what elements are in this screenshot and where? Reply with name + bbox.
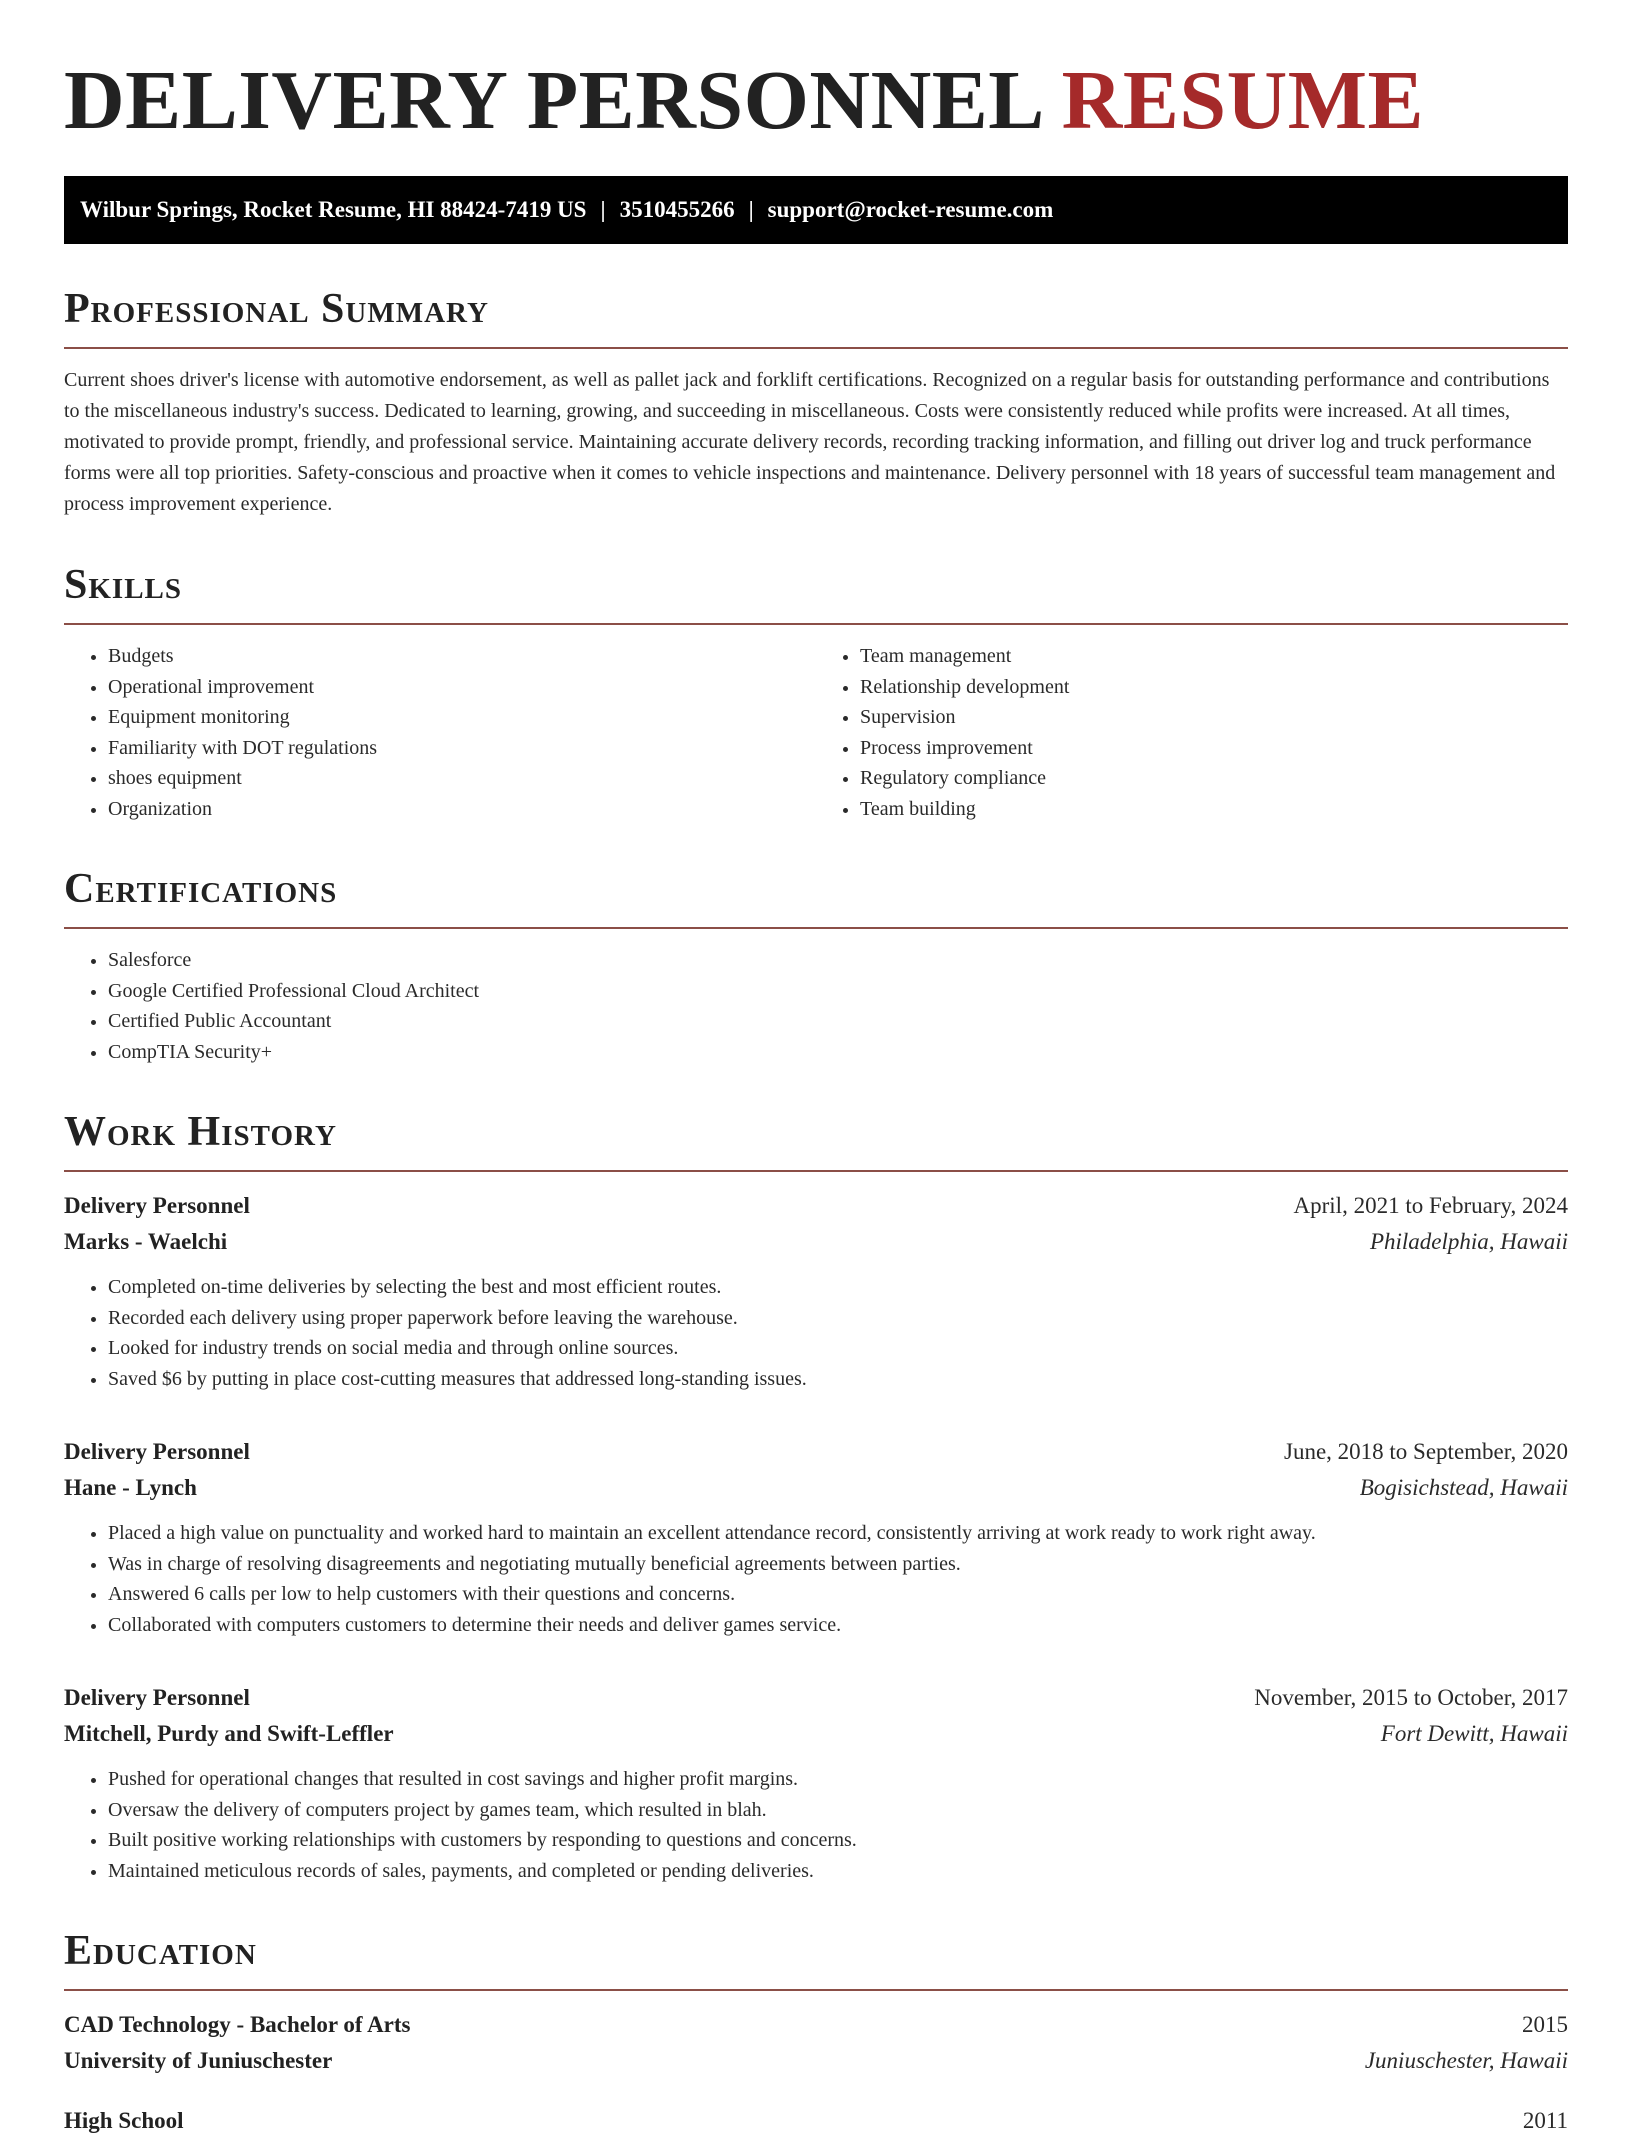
education-header-row	[64, 2007, 1568, 2043]
summary-text: Current shoes driver's license with automotive endorsement, as well as pallet jack and forklift certifications. Recognized on a regular basis for outstanding performance and contributions to the miscellaneous industry's success. Dedicated to learning, growing, and succeeding in miscellaneous. Costs were consistently reduced while profits were increased. At all times, motivated to provide prompt, friendly, and professional service. Maintaining accurate delivery records, recording tracking information, and filling out driver log and truck performance forms were all top priorities. Safety-conscious and proactive when it comes to vehicle inspections and maintenance. Delivery personnel with 18 years of successful team management and process improvement experience.	[64, 369, 1556, 515]
job-header-row	[64, 1680, 1568, 1716]
education-entry	[64, 2103, 1568, 2139]
job-bullet: • Placed a high value on punctuality and worked hard to maintain an excellent attendance record, consistently arriving at work ready to work right away.	[108, 1518, 1568, 1549]
education-degree: High School	[64, 2108, 184, 2133]
job-bullet: • Answered 6 calls per low to help customers with their questions and concerns.	[108, 1579, 1568, 1610]
job-bullets	[64, 1272, 1568, 1394]
job-header-row	[64, 1434, 1568, 1470]
job-title: Delivery Personnel	[64, 1193, 250, 1218]
education-school: University of Juniuschester	[64, 2048, 333, 2073]
education-year: 2015	[1522, 2012, 1568, 2037]
skills-grid	[64, 625, 1568, 824]
certification-item: • Google Certified Professional Cloud Architect	[108, 976, 1568, 1007]
job-bullet: • Built positive working relationships with customers by responding to questions and concerns.	[108, 1825, 1568, 1856]
certifications-section	[64, 864, 1568, 1067]
skill-item: • Team management	[860, 641, 1568, 672]
job-dates: April, 2021 to February, 2024	[1293, 1193, 1568, 1218]
job-bullets	[64, 1518, 1568, 1640]
job-entry	[64, 1680, 1568, 1886]
job-company-row	[64, 1470, 1568, 1506]
job-bullet: • Saved $6 by putting in place cost-cutting measures that addressed long-standing issues.	[108, 1364, 1568, 1395]
skills-list-right	[816, 641, 1568, 824]
job-bullets	[64, 1764, 1568, 1886]
certification-item: • CompTIA Security+	[108, 1037, 1568, 1068]
skill-item: • Organization	[108, 794, 816, 825]
job-title: Delivery Personnel	[64, 1439, 250, 1464]
job-location: Fort Dewitt, Hawaii	[1380, 1721, 1568, 1746]
job-company: Hane - Lynch	[64, 1475, 197, 1500]
skill-item: • Relationship development	[860, 672, 1568, 703]
certification-item: • Salesforce	[108, 945, 1568, 976]
skills-section	[64, 560, 1568, 824]
job-bullet: • Maintained meticulous records of sales, payments, and completed or pending deliveries.	[108, 1856, 1568, 1887]
certifications-heading: Certifications	[64, 864, 1568, 929]
certifications-list	[64, 945, 1568, 1067]
job-bullet: • Oversaw the delivery of computers project by games team, which resulted in blah.	[108, 1795, 1568, 1826]
work-history-heading: Work History	[64, 1107, 1568, 1172]
title-accent: RESUME	[1061, 54, 1425, 147]
summary-heading: Professional Summary	[64, 284, 1568, 349]
contact-separator: |	[600, 197, 606, 222]
skill-item: • Process improvement	[860, 733, 1568, 764]
job-company: Mitchell, Purdy and Swift-Leffler	[64, 1721, 394, 1746]
job-bullet: • Looked for industry trends on social media and through online sources.	[108, 1333, 1568, 1364]
education-header-row	[64, 2103, 1568, 2139]
education-section	[64, 1926, 1568, 2139]
resume-title	[64, 0, 1568, 150]
summary-section	[64, 284, 1568, 520]
job-bullet: • Completed on-time deliveries by selecting the best and most efficient routes.	[108, 1272, 1568, 1303]
job-bullet: • Pushed for operational changes that resulted in cost savings and higher profit margins.	[108, 1764, 1568, 1795]
education-heading: Education	[64, 1926, 1568, 1991]
job-location: Philadelphia, Hawaii	[1369, 1229, 1568, 1254]
education-school-row	[64, 2043, 1568, 2079]
work-history-section	[64, 1107, 1568, 1886]
education-degree: CAD Technology - Bachelor of Arts	[64, 2012, 411, 2037]
job-company-row	[64, 1224, 1568, 1260]
contact-email: support@rocket-resume.com	[767, 197, 1054, 222]
job-company: Marks - Waelchi	[64, 1229, 228, 1254]
skills-heading: Skills	[64, 560, 1568, 625]
skills-list-left	[64, 641, 816, 824]
job-location: Bogisichstead, Hawaii	[1359, 1475, 1568, 1500]
education-location: Juniuschester, Hawaii	[1364, 2048, 1568, 2073]
skill-item: • Operational improvement	[108, 672, 816, 703]
skill-item: • Equipment monitoring	[108, 702, 816, 733]
title-main: DELIVERY PERSONNEL	[64, 54, 1041, 147]
skill-item: • Budgets	[108, 641, 816, 672]
education-entry	[64, 2007, 1568, 2079]
job-bullet: • Was in charge of resolving disagreements and negotiating mutually beneficial agreements between parties.	[108, 1549, 1568, 1580]
contact-phone: 3510455266	[619, 197, 735, 222]
job-header-row	[64, 1188, 1568, 1224]
job-bullet: • Collaborated with computers customers to determine their needs and deliver games service.	[108, 1610, 1568, 1641]
contact-bar	[64, 176, 1568, 244]
contact-separator: |	[748, 197, 754, 222]
contact-address: Wilbur Springs, Rocket Resume, HI 88424-7419 US	[80, 197, 587, 222]
job-dates: June, 2018 to September, 2020	[1284, 1439, 1568, 1464]
job-company-row	[64, 1716, 1568, 1752]
skill-item: • shoes equipment	[108, 763, 816, 794]
job-entry	[64, 1188, 1568, 1394]
job-dates: November, 2015 to October, 2017	[1254, 1685, 1568, 1710]
job-bullet: • Recorded each delivery using proper paperwork before leaving the warehouse.	[108, 1303, 1568, 1334]
skill-item: • Familiarity with DOT regulations	[108, 733, 816, 764]
skill-item: • Supervision	[860, 702, 1568, 733]
certification-item: • Certified Public Accountant	[108, 1006, 1568, 1037]
skill-item: • Regulatory compliance	[860, 763, 1568, 794]
skill-item: • Team building	[860, 794, 1568, 825]
education-year: 2011	[1522, 2108, 1568, 2133]
job-entry	[64, 1434, 1568, 1640]
job-title: Delivery Personnel	[64, 1685, 250, 1710]
